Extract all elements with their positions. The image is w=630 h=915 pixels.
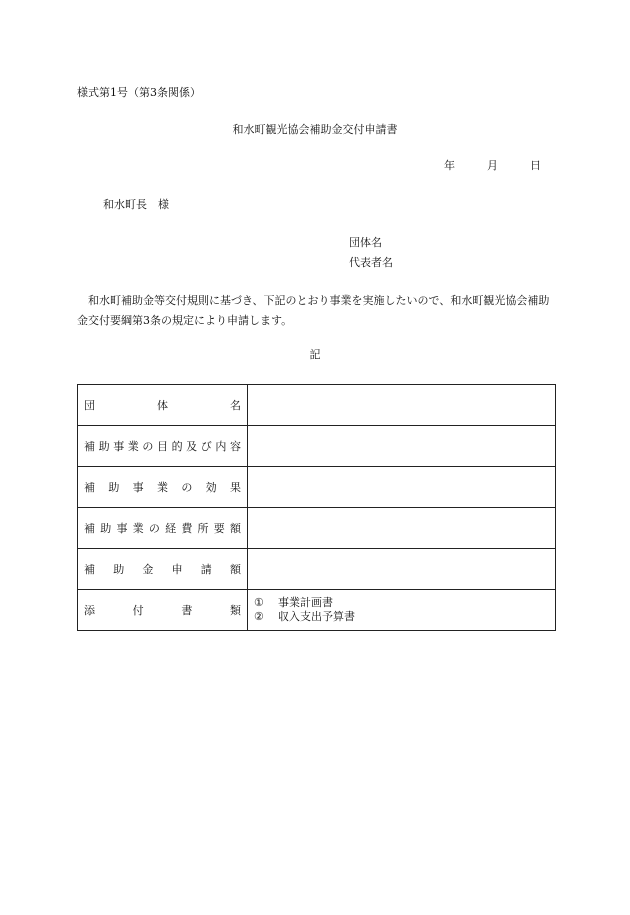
row-label-cell: [78, 508, 248, 549]
row-value-cell[interactable]: [248, 426, 556, 467]
row-label-cell: [78, 385, 248, 426]
row-value-cell[interactable]: [248, 590, 556, 631]
row-label: 添 付 書 類: [84, 604, 241, 617]
table-row: [78, 385, 556, 426]
row-label-cell: [78, 549, 248, 590]
row-value-cell[interactable]: [248, 549, 556, 590]
application-body-text: 和水町補助金等交付規則に基づき、下記のとおり事業を実施したいので、和水町観光協会補助金交付要綱第3条の規定により申請します。: [77, 294, 550, 327]
table-row: [78, 467, 556, 508]
attachment-item: ② 収入支出予算書: [254, 610, 355, 623]
ki-heading: 記: [309, 348, 321, 361]
table-row: [78, 590, 556, 631]
attachment-item: ① 事業計画書: [254, 596, 333, 609]
row-label: 補 助 事 業 の 目 的 及 び 内 容: [84, 440, 241, 453]
row-value-cell[interactable]: [248, 385, 556, 426]
row-label: 補 助 事 業 の 効 果: [84, 481, 241, 494]
document-title: 和水町観光協会補助金交付申請書: [232, 123, 398, 136]
row-label: 補 助 事 業 の 経 費 所 要 額: [84, 522, 241, 535]
date-year: 年: [444, 159, 455, 172]
row-label-cell: [78, 590, 248, 631]
recipient: 和水町長 様: [103, 198, 169, 211]
form-number-label: 様式第1号（第3条関係）: [77, 86, 201, 99]
applicant-org-label: 団体名: [349, 236, 382, 249]
application-table: [77, 384, 556, 631]
row-label-cell: [78, 426, 248, 467]
row-label: 団 体 名: [84, 399, 241, 412]
date-day: 日: [530, 159, 541, 172]
applicant-rep-label: 代表者名: [349, 256, 393, 269]
row-label-cell: [78, 467, 248, 508]
table-row: [78, 508, 556, 549]
table-row: [78, 549, 556, 590]
table-row: [78, 426, 556, 467]
row-value-cell[interactable]: [248, 508, 556, 549]
date-month: 月: [487, 159, 498, 172]
date-line: [444, 160, 541, 171]
row-label: 補 助 金 申 請 額: [84, 563, 241, 576]
row-value-cell[interactable]: [248, 467, 556, 508]
